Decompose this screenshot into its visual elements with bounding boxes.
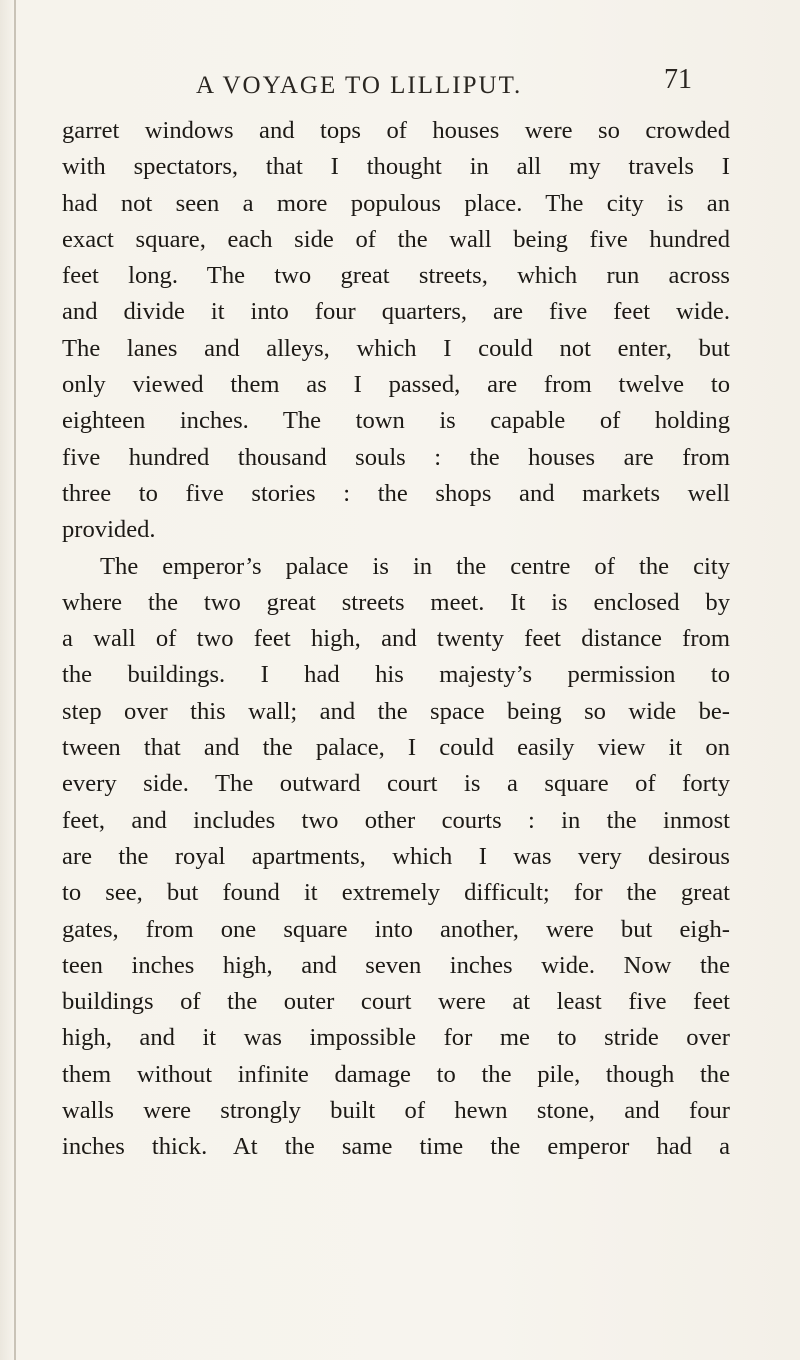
text-line: step over this wall; and the space being so wide be- (62, 697, 730, 725)
text-line: where the two great streets meet. It is enclosed by (62, 588, 730, 616)
text-line: a wall of two feet high, and twenty feet distance from (62, 625, 730, 653)
text-line: high, and it was impossible for me to stride over (62, 1024, 730, 1052)
text-line: exact square, each side of the wall being five hundred (62, 225, 730, 253)
text-line: walls were strongly built of hewn stone, and four (62, 1097, 730, 1125)
text-line: tween that and the palace, I could easily view it on (62, 734, 730, 762)
text-line: garret windows and tops of houses were so crowded (62, 117, 730, 144)
text-line: three to five stories : the shops and markets well (62, 479, 730, 507)
text-line: inches thick. At the same time the emperor had a (62, 1133, 730, 1161)
text-line: provided. (62, 516, 156, 544)
text-line: eighteen inches. The town is capable of holding (62, 407, 730, 435)
text-line: had not seen a more populous place. The city is an (62, 189, 730, 217)
text-line: them without infinite damage to the pile, though the (62, 1060, 730, 1088)
text-line: teen inches high, and seven inches wide. Now the (62, 951, 730, 979)
text-line: are the royal apartments, which I was very desirous (62, 842, 730, 870)
text-line: every side. The outward court is a square of forty (62, 770, 730, 798)
text-line: and divide it into four quarters, are five feet wide. (62, 298, 730, 326)
text-line: five hundred thousand souls : the houses are from (62, 443, 730, 471)
text-line: feet long. The two great streets, which run across (62, 262, 730, 290)
text-line: The emperor’s palace is in the centre of the city (100, 552, 730, 580)
text-line: The lanes and alleys, which I could not enter, but (62, 334, 730, 362)
text-line: the buildings. I had his majesty’s permission to (62, 661, 730, 689)
text-line: to see, but found it extremely difficult; for the great (62, 879, 730, 907)
text-line: with spectators, that I thought in all my travels I (62, 153, 730, 181)
running-head (0, 60, 800, 100)
body-text (62, 113, 730, 1166)
text-line: feet, and includes two other courts : in the inmost (62, 806, 730, 834)
page-number: 71 (664, 64, 692, 95)
text-line: buildings of the outer court were at least five feet (62, 988, 730, 1016)
running-head-title: A VOYAGE TO LILLIPUT. (196, 72, 523, 99)
text-line: only viewed them as I passed, are from twelve to (62, 371, 730, 399)
page-gutter-edge (14, 0, 16, 1360)
text-line: gates, from one square into another, were but eigh- (62, 915, 730, 943)
